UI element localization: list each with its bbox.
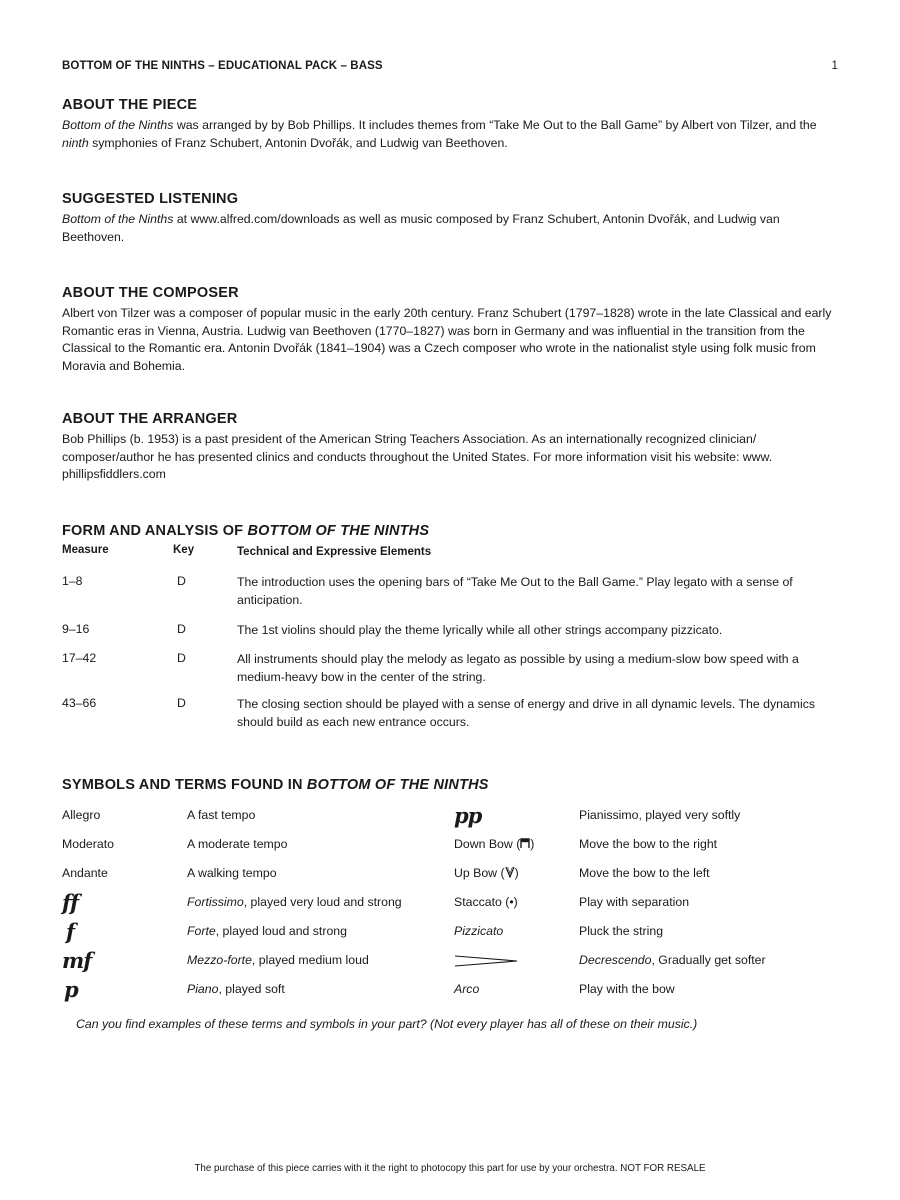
pianissimo-symbol: pp (454, 803, 482, 828)
running-title: BOTTOM OF THE NINTHS – EDUCATIONAL PACK – BASS (62, 60, 383, 72)
term-definition: Move the bow to the left (579, 866, 710, 880)
about-arranger-text: Bob Phillips (b. 1953) is a past president of the American String Teachers Association. As an internationally recognized clinician/ composer/author he has presented clinics and conducts throughout the United States. For more information visit his website: www. phillipsfiddlers.com (62, 432, 773, 481)
term-down-bow: Down Bow ( ) (454, 837, 535, 851)
measure-cell: 43–66 (62, 696, 97, 710)
document-page (62, 0, 838, 1200)
decrescendo-symbol (454, 955, 518, 970)
symbol-row (62, 948, 838, 975)
symbol-row (62, 919, 838, 946)
page-footer: The purchase of this piece carries with it the right to photocopy this part for use by your orchestra. NOT FOR RESALE (194, 1163, 706, 1174)
term-definition: A fast tempo (187, 808, 256, 822)
term-definition: A moderate tempo (187, 837, 288, 851)
term-definition: Play with the bow (579, 982, 675, 996)
column-header-measure: Measure (62, 544, 109, 556)
form-analysis-table (62, 544, 838, 736)
measure-cell: 9–16 (62, 622, 90, 636)
table-row (62, 622, 838, 651)
symbol-row (62, 890, 838, 917)
down-bow-icon (520, 838, 530, 849)
table-row (62, 574, 838, 622)
elements-cell: The 1st violins should play the theme lyrically while all other strings accompany pizzicato. (237, 623, 723, 637)
term-definition: Pianissimo, played very softly (579, 808, 741, 822)
measure-cell: 17–42 (62, 651, 97, 665)
column-header-key: Key (173, 544, 195, 556)
term-definition: Mezzo-forte, played medium loud (187, 953, 369, 967)
about-composer-text: Albert von Tilzer was a composer of popular music in the early 20th century. Franz Schubert (1797–1828) wrote in the late Classical and early Romantic eras in Vienna, Austria. Ludwig van Beethoven (1770–1827) was born in Germany and was influential in the transition from the Classical to the Romantic era. Antonin Dvořák (1841–1904) was a Czech composer who wrote in the nationalist style using folk music from Moravia and Bohemia. (62, 306, 832, 373)
column-header-elements: Technical and Expressive Elements (237, 546, 432, 558)
suggested-listening-heading: SUGGESTED LISTENING (62, 191, 239, 207)
about-arranger-section (62, 410, 838, 484)
symbol-row (62, 977, 838, 1004)
term-definition: Move the bow to the right (579, 837, 718, 851)
term-definition: Fortissimo, played very loud and strong (187, 895, 402, 909)
key-cell: D (177, 696, 186, 710)
term-moderato: Moderato (62, 837, 114, 851)
up-bow-icon (505, 866, 515, 878)
piano-symbol: p (64, 977, 78, 1002)
term-allegro: Allegro (62, 808, 101, 822)
key-cell: D (177, 622, 186, 636)
term-arco: Arco (454, 982, 480, 996)
symbols-section (62, 776, 838, 794)
term-definition: A walking tempo (187, 866, 277, 880)
running-header (62, 60, 838, 72)
about-piece-text: Bottom of the Ninths was arranged by by Bob Phillips. It includes themes from “Take Me Out to the Ball Game” by Albert von Tilzer, and the ninth symphonies of Franz Schubert, Antonin Dvořák, and Ludwig van Beethoven. (62, 118, 817, 150)
term-andante: Andante (62, 866, 108, 880)
measure-cell: 1–8 (62, 574, 83, 588)
form-analysis-heading: FORM AND ANALYSIS OF BOTTOM OF THE NINTHS (62, 523, 430, 539)
decrescendo-hairpin-icon (454, 955, 518, 967)
page-number: 1 (831, 60, 838, 72)
about-arranger-heading: ABOUT THE ARRANGER (62, 411, 238, 427)
symbols-note: Can you find examples of these terms and symbols in your part? (Not every player has all of these on their music.) (76, 1017, 698, 1031)
term-up-bow: Up Bow ( ) (454, 866, 519, 880)
fortissimo-symbol: ff (62, 890, 79, 915)
about-piece-section (62, 96, 838, 152)
table-header-row (62, 544, 838, 574)
about-composer-section (62, 284, 838, 375)
form-analysis-section (62, 522, 838, 540)
term-definition: Play with separation (579, 895, 690, 909)
elements-cell: The closing section should be played with a sense of energy and drive in all dynamic levels. The dynamics should build as each new entrance occurs. (237, 697, 816, 729)
elements-cell: The introduction uses the opening bars of “Take Me Out to the Ball Game.” Play legato with a sense of anticipation. (237, 575, 793, 607)
about-piece-heading: ABOUT THE PIECE (62, 97, 198, 113)
term-pizzicato: Pizzicato (454, 924, 504, 938)
symbol-row (62, 803, 838, 830)
term-definition: Piano, played soft (187, 982, 285, 996)
suggested-listening-text: Bottom of the Ninths at www.alfred.com/downloads as well as music composed by Franz Schubert, Antonin Dvořák, and Ludwig van Beethoven. (62, 212, 780, 244)
suggested-listening-section (62, 190, 838, 246)
mezzo-forte-symbol: mf (62, 948, 92, 973)
symbols-heading: SYMBOLS AND TERMS FOUND IN BOTTOM OF THE NINTHS (62, 777, 489, 793)
table-row (62, 696, 838, 736)
term-definition: Pluck the string (579, 924, 664, 938)
table-row (62, 651, 838, 696)
forte-symbol: f (66, 919, 75, 944)
term-definition: Decrescendo, Gradually get softer (579, 953, 766, 967)
key-cell: D (177, 574, 186, 588)
term-staccato: Staccato (•) (454, 895, 518, 909)
key-cell: D (177, 651, 186, 665)
about-composer-heading: ABOUT THE COMPOSER (62, 285, 239, 301)
piece-title: Bottom of the Ninths (62, 118, 174, 132)
symbol-row (62, 866, 838, 888)
symbol-row (62, 837, 838, 859)
elements-cell: All instruments should play the melody as legato as possible by using a medium-slow bow speed with a medium-heavy bow in the center of the string. (237, 652, 799, 684)
term-definition: Forte, played loud and strong (187, 924, 347, 938)
